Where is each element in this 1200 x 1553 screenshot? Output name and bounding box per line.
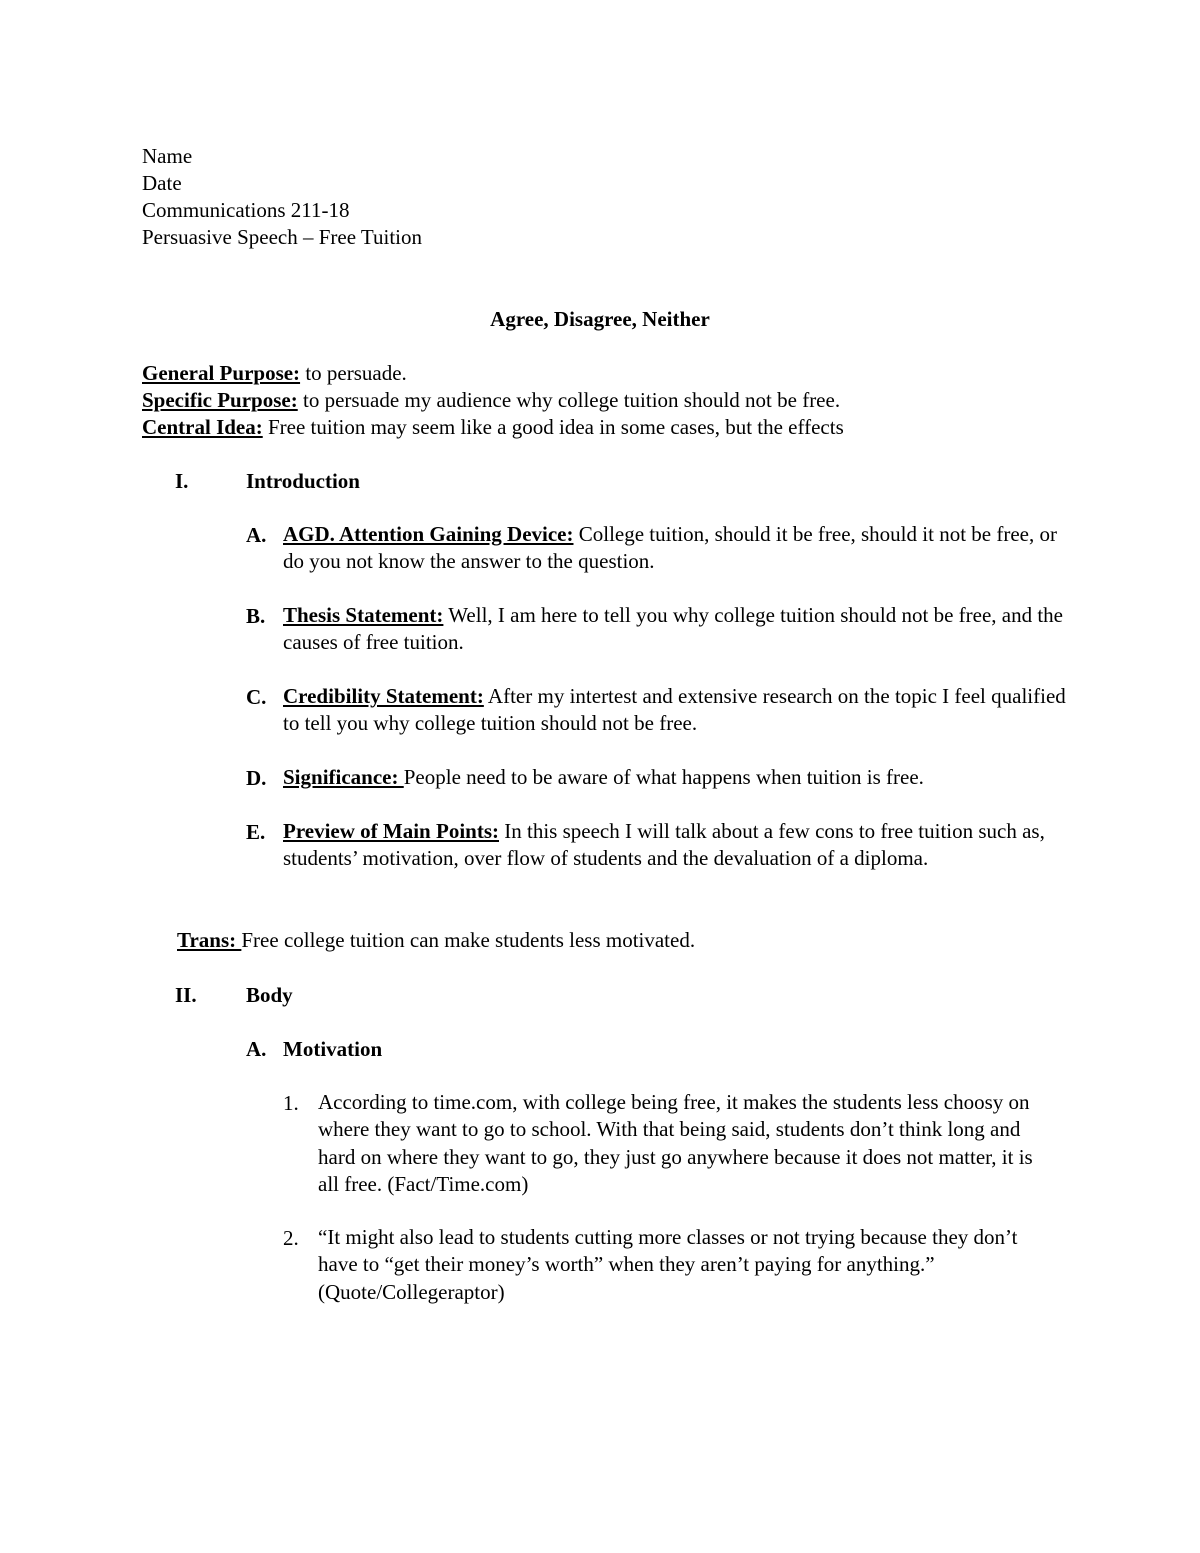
intro-item-credibility	[283, 683, 1073, 738]
section-numeral: II.	[175, 983, 197, 1007]
item-text: In this speech I will talk about a few cons to free tuition such as, students’ motivation, over flow of students and the devaluation of a diploma.	[283, 819, 1045, 871]
section-heading: Body	[246, 983, 293, 1007]
intro-item-preview	[283, 818, 1073, 873]
item-label: AGD. Attention Gaining Device:	[283, 522, 574, 546]
general-purpose-label: General Purpose:	[142, 361, 301, 385]
item-label: Significance:	[283, 765, 404, 789]
header-assignment: Persuasive Speech – Free Tuition	[142, 225, 422, 249]
item-letter: A.	[246, 1037, 267, 1061]
item-letter: D.	[246, 766, 267, 790]
body-point: According to time.com, with college being free, it makes the students less choosy on where they want to go to school. With that being said, students don’t think long and hard on where they want to go, they just go anywhere because it does not matter, it is all free. (Fact/Time.com)	[318, 1090, 1033, 1196]
specific-purpose-text: to persuade my audience why college tuition should not be free.	[297, 388, 841, 412]
transition	[177, 926, 695, 954]
item-letter: E.	[246, 820, 266, 844]
intro-item-significance	[283, 764, 1073, 791]
body-point: “It might also lead to students cutting more classes or not trying because they don’t have to “get their money’s worth” when they aren’t paying for anything.” (Quote/Collegeraptor)	[318, 1225, 1018, 1304]
central-idea-label: Central Idea:	[142, 415, 263, 439]
section-heading: Introduction	[246, 469, 360, 493]
item-letter: A.	[246, 523, 267, 547]
intro-item-agd	[283, 521, 1073, 576]
item-text: Well, I am here to tell you why college tuition should not be free, and the causes of free tuition.	[283, 603, 1063, 655]
section-numeral: I.	[175, 469, 189, 493]
specific-purpose-label: Specific Purpose:	[142, 388, 298, 412]
header-name: Name	[142, 144, 193, 168]
item-text: People need to be aware of what happens when tuition is free.	[403, 765, 924, 789]
central-idea	[142, 413, 844, 441]
item-text: College tuition, should it be free, should it not be free, or do you not know the answer to the question.	[283, 522, 1057, 574]
page-title: Agree, Disagree, Neither	[490, 307, 710, 331]
item-label: Thesis Statement:	[283, 603, 444, 627]
general-purpose-text: to persuade.	[300, 361, 407, 385]
central-idea-text: Free tuition may seem like a good idea in some cases, but the effects	[262, 415, 844, 439]
point-number: 2.	[283, 1226, 299, 1250]
point-number: 1.	[283, 1091, 299, 1115]
item-label: Credibility Statement:	[283, 684, 484, 708]
transition-text: Free college tuition can make students less motivated.	[241, 928, 696, 952]
item-letter: C.	[246, 685, 267, 709]
item-letter: B.	[246, 604, 266, 628]
header-date: Date	[142, 171, 182, 195]
intro-item-thesis	[283, 602, 1073, 657]
specific-purpose	[142, 386, 840, 414]
general-purpose	[142, 359, 407, 387]
transition-label: Trans:	[177, 928, 242, 952]
item-text: After my intertest and extensive research on the topic I feel qualified to tell you why college tuition should not be free.	[283, 684, 1066, 736]
subsection-heading: Motivation	[283, 1037, 383, 1061]
header-course: Communications 211-18	[142, 198, 350, 222]
item-label: Preview of Main Points:	[283, 819, 499, 843]
